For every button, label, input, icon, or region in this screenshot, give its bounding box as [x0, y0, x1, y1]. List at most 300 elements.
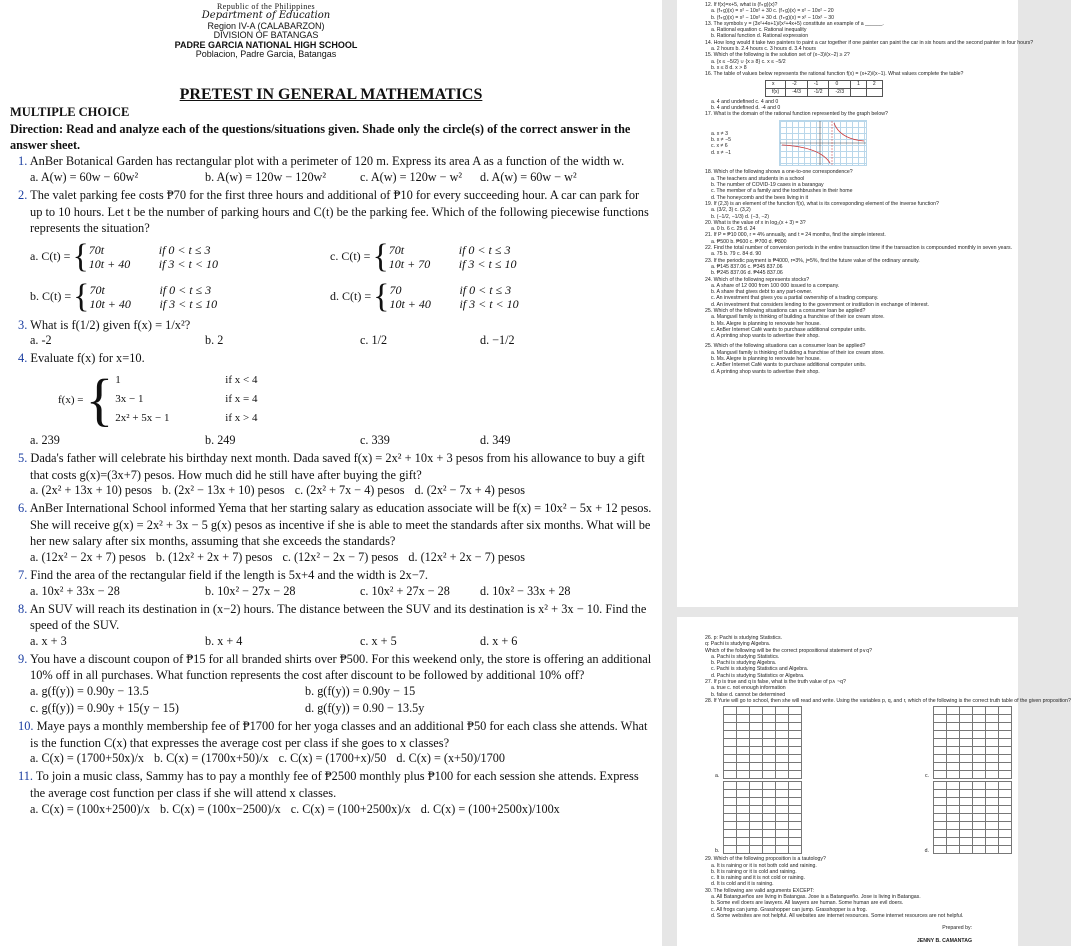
- truth-cell: [724, 798, 737, 806]
- option-b: b. 249: [205, 432, 236, 447]
- truth-row: [724, 838, 802, 846]
- graph-options: [705, 131, 755, 156]
- truth-cell: [776, 830, 789, 838]
- truth-cell: [947, 755, 960, 763]
- piecewise-cell: 70: [389, 282, 402, 297]
- truth-cell: [934, 771, 947, 779]
- truth-cell: [789, 782, 802, 790]
- truth-cell: [763, 782, 776, 790]
- option-b: b. x + 4: [205, 633, 243, 648]
- truth-cell: [999, 846, 1012, 854]
- truth-cell: [947, 790, 960, 798]
- brace-glyph: {: [85, 366, 114, 432]
- truth-row: [934, 755, 1012, 763]
- option-a: a. 239: [30, 432, 60, 447]
- truth-row: [724, 798, 802, 806]
- values-table-cell: 0: [829, 80, 851, 88]
- function-cell: 1: [115, 374, 121, 387]
- truth-cell: [934, 747, 947, 755]
- truth-cell: [789, 838, 802, 846]
- truth-cell: [763, 814, 776, 822]
- exam-page-right-bottom: [677, 617, 1071, 946]
- truth-cell: [750, 822, 763, 830]
- question-11: [10, 768, 654, 801]
- truth-cell: [737, 822, 750, 830]
- question-text: The valet parking fee costs ₱70 for the first three hours and additional of ₱10 for every succeeding hour. A car can park for up to 10 hours. Let t be the number of parking hours and C(t) be the parking fee. Which of the following piecewise functions represents the situation?: [30, 187, 649, 236]
- item-line: 29. Which of the following proposition is a tautology?: [705, 856, 826, 863]
- piecewise-cell: if 0 < t ≤ 3: [458, 242, 511, 257]
- option-d: d. A(w) = 60w − w²: [480, 169, 577, 184]
- truth-row: [724, 822, 802, 830]
- item-line: b. Ms. Alegre is planning to renovate her house.: [711, 320, 821, 327]
- truth-cell: [724, 739, 737, 747]
- truth-cell: [763, 747, 776, 755]
- truth-cell: [750, 806, 763, 814]
- truth-cell: [724, 782, 737, 790]
- values-table-cell: 1: [851, 80, 867, 88]
- graph-item: [705, 117, 1012, 169]
- function-cell: if x < 4: [225, 374, 258, 387]
- truth-cell: [934, 731, 947, 739]
- options-row: [30, 550, 662, 567]
- truth-row: [934, 763, 1012, 771]
- truth-cell: [973, 822, 986, 830]
- truth-cell: [986, 790, 999, 798]
- truth-cell: [947, 782, 960, 790]
- piecewise-row: [30, 237, 662, 277]
- option-a: a. C(x) = (1700+50x)/x: [30, 751, 144, 766]
- truth-cell: [763, 755, 776, 763]
- truth-cell: [789, 755, 802, 763]
- piecewise-cell: if 3 < t ≤ 10: [159, 296, 218, 311]
- truth-cell: [776, 739, 789, 747]
- truth-cell: [934, 739, 947, 747]
- truth-cell: [724, 707, 737, 715]
- truth-cell: [763, 771, 776, 779]
- truth-cell: [750, 739, 763, 747]
- truth-row: [724, 814, 802, 822]
- option-c: c. x + 5: [360, 633, 397, 648]
- truth-cell: [776, 715, 789, 723]
- option-d: d. C(x) = (100+2500x)/100x: [420, 801, 560, 816]
- options-row: [30, 433, 662, 450]
- truth-cell: [960, 755, 973, 763]
- question-text: You have a discount coupon of ₱15 for all branded shirts over ₱500. For this weekend only, the store is offering an additional 10% off in all purchases. What function represents the cost after discount to be followed by additional 10% off?: [29, 651, 652, 683]
- option-b: b. 10x² − 27x − 28: [205, 583, 296, 598]
- values-table-cell: -2: [786, 80, 808, 88]
- option-a: a. A(w) = 60w − 60w²: [30, 169, 139, 184]
- piecewise-body: [389, 243, 569, 271]
- truth-cell: [776, 723, 789, 731]
- truth-cell: [724, 771, 737, 779]
- option-c: c. A(w) = 120w − w²: [360, 169, 463, 184]
- item-line: a. A share of 12 000 from 100 000 issued to a company.: [711, 282, 840, 289]
- question-2: [10, 187, 654, 237]
- division-label: DIVISION OF BATANGAS: [213, 30, 319, 41]
- school-address: Poblacion, Padre Garcia, Batangas: [195, 49, 337, 60]
- truth-cell: [750, 747, 763, 755]
- truth-cell: [999, 838, 1012, 846]
- graph-option: d. x ≠ −1: [711, 149, 732, 156]
- truth-cell: [934, 798, 947, 806]
- question-number: 2.: [18, 187, 31, 202]
- truth-cell: [737, 790, 750, 798]
- truth-cell: [750, 798, 763, 806]
- page-title: PRETEST IN GENERAL MATHEMATICS: [179, 85, 483, 103]
- truth-table-option: [715, 706, 802, 779]
- question-1: [10, 153, 654, 170]
- option-label: d. C(t) =: [330, 289, 372, 304]
- item-line: b. 4 and undefined d. -4 and 0: [711, 104, 781, 111]
- truth-cell: [737, 771, 750, 779]
- truth-cell: [724, 806, 737, 814]
- piecewise-body: [89, 283, 269, 311]
- truth-cell: [776, 771, 789, 779]
- question-number: 10.: [18, 719, 37, 734]
- option-d: d. −1/2: [480, 333, 515, 348]
- truth-cell: [776, 763, 789, 771]
- question-7: [10, 567, 654, 584]
- republic-label: Republic of the Philippines: [216, 2, 316, 11]
- options-row: [30, 333, 662, 350]
- truth-row: [934, 782, 1012, 790]
- question-text: What is f(1/2) given f(x) = 1/x²?: [30, 317, 191, 332]
- question-number: 4.: [18, 351, 31, 366]
- piecewise-cell: 70t: [89, 282, 105, 297]
- truth-cell: [763, 846, 776, 854]
- truth-cell: [934, 715, 947, 723]
- option-d: d. (2x² − 7x + 4) pesos: [414, 483, 525, 498]
- right-top-content: [677, 0, 1034, 375]
- item-line: b. (f∘g)(x) = x² − 10x² + 30 d. (f∘g)(x) = x² − 10x² − 30: [711, 14, 834, 21]
- item-line: a. Pachi is studying Statistics.: [711, 653, 780, 660]
- item-line: a. (f∘g)(x) = x² − 10x² + 30 c. (f∘g)(x) = x² − 10x² − 20: [711, 8, 834, 15]
- truth-cell: [934, 830, 947, 838]
- piecewise-cell: if 0 < t ≤ 3: [459, 282, 512, 297]
- options-row: [30, 701, 662, 718]
- option-c: c. g(f(y)) = 0.90y + 15(y − 15): [30, 701, 179, 716]
- item-line: b. Ms. Alegre is planning to renovate her house.: [711, 356, 821, 363]
- truth-cell: [973, 830, 986, 838]
- truth-cell: [960, 707, 973, 715]
- truth-cell: [973, 739, 986, 747]
- truth-cell: [750, 790, 763, 798]
- truth-cell: [724, 731, 737, 739]
- truth-cell: [724, 755, 737, 763]
- option-d: d. 10x² − 33x + 28: [480, 583, 571, 598]
- truth-row: [724, 830, 802, 838]
- truth-cell: [999, 814, 1012, 822]
- truth-cell: [986, 830, 999, 838]
- item-line: b. ₱245 837.06 d. ₱445 837.06: [711, 270, 783, 277]
- truth-cell: [973, 723, 986, 731]
- truth-cell: [737, 798, 750, 806]
- truth-cell: [763, 822, 776, 830]
- option-a: a. g(f(y)) = 0.90y − 13.5: [30, 684, 149, 699]
- item-line: b. Rational function d. Rational expression: [711, 33, 809, 40]
- truth-cell: [986, 782, 999, 790]
- truth-row: [724, 846, 802, 854]
- truth-cell: [763, 707, 776, 715]
- values-table-row: [766, 80, 883, 88]
- truth-cell: [986, 838, 999, 846]
- truth-row: [934, 798, 1012, 806]
- truth-cell: [999, 739, 1012, 747]
- item-line: a. 0 b. 6 c. 25 d. 24: [711, 226, 756, 233]
- item-line: b. A share that gives debt to any part-owner.: [711, 289, 813, 296]
- truth-row: [934, 723, 1012, 731]
- item-line: 12. If f(x)=x+5, what is (f∘g)(x)?: [705, 2, 778, 8]
- function-cell: if x > 4: [225, 412, 258, 425]
- piecewise-cell: 10t + 70: [388, 256, 431, 271]
- item-line: a. It is raining or it is not both cold and raining.: [711, 862, 817, 869]
- item-line: a. Manguvil family is thinking of building a franchise of their ice cream store.: [711, 349, 885, 356]
- truth-cell: [986, 723, 999, 731]
- truth-cell: [763, 806, 776, 814]
- options-row: [30, 584, 662, 601]
- option-c: c. 1/2: [360, 333, 388, 348]
- truth-cell: [960, 790, 973, 798]
- piecewise-cell: if 3 < t < 10: [459, 296, 519, 311]
- truth-cell: [737, 723, 750, 731]
- question-text: Maye pays a monthly membership fee of ₱1700 for her yoga classes and an additional ₱50 for each class she attends. What is the function C(x) that expresses the average cost per class if she goes to x classes?: [30, 719, 648, 750]
- truth-table-row: [715, 781, 1012, 854]
- truth-cell: [737, 782, 750, 790]
- item-line: d. The honeycomb and the bees living in it: [711, 194, 809, 201]
- truth-cell: [737, 715, 750, 723]
- truth-cell: [947, 806, 960, 814]
- truth-cell: [724, 723, 737, 731]
- curve-left: [782, 145, 830, 163]
- truth-row: [934, 830, 1012, 838]
- brace-glyph: {: [372, 237, 389, 275]
- question-number: 3.: [18, 317, 31, 332]
- item-line: a. (3/2, 3) c. (3,2): [711, 207, 751, 214]
- option-b: b. g(f(y)) = 0.90y − 15: [305, 684, 416, 699]
- signatory-name: JENNY B. CAMANTAG: [916, 937, 972, 944]
- truth-cell: [986, 715, 999, 723]
- truth-cell: [960, 838, 973, 846]
- item-line: 18. Which of the following shows a one-to-one correspondence?: [705, 169, 853, 176]
- option-b: b. C(x) = (1700x+50)/x: [153, 751, 269, 766]
- item-line: 20. What is the value of x in log₂(x + 3) = 3?: [705, 219, 806, 226]
- truth-row: [724, 739, 802, 747]
- item-line: d. A printing shop wants to advertise their shop.: [711, 368, 820, 375]
- truth-cell: [789, 846, 802, 854]
- item-line: a. {x ≤ −5/2} ∪ {x ≥ 8} c. x ≤ −5/2: [711, 58, 786, 65]
- question-number: 11.: [18, 769, 36, 784]
- brace-glyph: {: [72, 237, 89, 275]
- truth-cell: [789, 723, 802, 731]
- truth-option-label: c.: [924, 772, 929, 779]
- option-d: d. 349: [480, 432, 511, 447]
- truth-cell: [763, 715, 776, 723]
- truth-row: [724, 763, 802, 771]
- question-text: To join a music class, Sammy has to pay a monthly fee of ₱2500 monthly plus ₱100 for each session she attends. Express the average cost function per class if she will attend x classes.: [30, 769, 639, 800]
- truth-cell: [724, 763, 737, 771]
- truth-row: [934, 739, 1012, 747]
- piecewise-cell: if 3 < t < 10: [158, 256, 218, 271]
- truth-cell: [750, 771, 763, 779]
- question-number: 7.: [18, 568, 31, 583]
- truth-cell: [934, 790, 947, 798]
- truth-cell: [750, 838, 763, 846]
- truth-cell: [737, 755, 750, 763]
- exam-page-right-top: [677, 0, 1034, 607]
- values-table-cell: -1: [807, 80, 829, 88]
- truth-cell: [986, 731, 999, 739]
- truth-cell: [986, 798, 999, 806]
- truth-row: [724, 731, 802, 739]
- section-heading: MULTIPLE CHOICE: [10, 104, 130, 119]
- truth-cell: [789, 790, 802, 798]
- values-table-cell: -2/3: [829, 88, 851, 96]
- truth-cell: [789, 822, 802, 830]
- truth-option-label: b.: [715, 847, 720, 854]
- options-row: [30, 802, 662, 819]
- truth-row: [934, 806, 1012, 814]
- option-c: c. C(x) = (100+2500x)/x: [290, 801, 411, 816]
- truth-cell: [776, 731, 789, 739]
- question-text: AnBer Botanical Garden has rectangular plot with a perimeter of 120 m. Express its area A as a function of the width w.: [29, 154, 625, 169]
- truth-cell: [973, 798, 986, 806]
- item-line: 13. The symbols y = (3x²+4x+1)/(x²+4x+5) constitute an example of a ______.: [705, 20, 884, 27]
- item-line: q: Pachi is studying Algebra.: [705, 641, 771, 648]
- item-line: b. false d. cannot be determined: [711, 691, 786, 698]
- question-text: Evaluate f(x) for x=10.: [30, 351, 145, 366]
- truth-cell: [973, 771, 986, 779]
- truth-row: [724, 755, 802, 763]
- values-table-row: [766, 88, 883, 96]
- letterhead: [0, 0, 662, 60]
- truth-cell: [776, 755, 789, 763]
- truth-cell: [750, 846, 763, 854]
- truth-row: [724, 747, 802, 755]
- truth-cell: [947, 814, 960, 822]
- truth-cell: [947, 731, 960, 739]
- truth-row: [724, 806, 802, 814]
- option-c: c. 10x² + 27x − 28: [360, 583, 450, 598]
- truth-cell: [999, 771, 1012, 779]
- truth-cell: [789, 830, 802, 838]
- piecewise-cell: 10t + 40: [88, 256, 131, 271]
- truth-cell: [947, 707, 960, 715]
- truth-table: [723, 706, 802, 779]
- truth-cell: [763, 763, 776, 771]
- truth-cell: [986, 771, 999, 779]
- truth-cell: [737, 747, 750, 755]
- item-line: d. An investment that considers lending to the government or institution in exchange of interest.: [711, 301, 930, 308]
- item-line: 21. If P = ₱10 000, r = 4% annually, and t = 24 months, find the simple interest.: [705, 232, 886, 239]
- truth-cell: [986, 707, 999, 715]
- truth-cell: [763, 739, 776, 747]
- truth-row: [724, 715, 802, 723]
- item-line: b. (−1/2, −1/3) d. (−3, −2): [711, 213, 769, 220]
- item-line: b. x ≤ 8 d. x > 8: [711, 64, 747, 71]
- department-label: Department of Education: [201, 10, 331, 22]
- truth-cell: [737, 739, 750, 747]
- item-line: a. ₱500 b. ₱600 c. ₱700 d. ₱800: [711, 238, 787, 245]
- truth-cell: [934, 763, 947, 771]
- truth-cell: [724, 790, 737, 798]
- function-body: [115, 371, 315, 428]
- truth-cell: [789, 715, 802, 723]
- truth-cell: [986, 739, 999, 747]
- options-row: [30, 634, 662, 651]
- graph-curve-svg: [780, 121, 866, 165]
- piecewise-cell: 10t + 40: [89, 296, 131, 311]
- item-line: 24. Which of the following represents stocks?: [705, 276, 810, 283]
- truth-cell: [750, 723, 763, 731]
- truth-cell: [750, 731, 763, 739]
- truth-cell: [986, 846, 999, 854]
- question-10: [10, 718, 654, 751]
- option-label: c. C(t) =: [330, 249, 371, 264]
- truth-row: [934, 790, 1012, 798]
- item-line: 25. Which of the following situations can a consumer loan be applied?: [705, 307, 866, 314]
- truth-cell: [934, 782, 947, 790]
- function-definition: [58, 366, 662, 432]
- item-line: c. An investment that gives you a partial ownership of a trading company.: [711, 295, 879, 302]
- option-c: c. C(x) = (1700+x)/50: [278, 751, 387, 766]
- item-line: a. The teachers and students in a school: [711, 175, 805, 182]
- piecewise-body: [89, 243, 269, 271]
- truth-cell: [750, 755, 763, 763]
- item-line: 19. If (2,3) is an element of the function f(x), what is its corresponding element of the inverse function?: [705, 200, 939, 207]
- item-line: b. It is raining or it is cold and raining.: [711, 868, 797, 875]
- truth-cell: [737, 838, 750, 846]
- truth-cell: [737, 731, 750, 739]
- graph-option: a. x ≠ 3: [711, 130, 728, 137]
- item-line: 23. If the periodic payment is ₱4000, r=3%, j=5%, find the future value of the ordinary annuity.: [705, 257, 920, 264]
- region-label: Region IV-A (CALABARZON): [207, 20, 325, 31]
- option-a: a. x + 3: [30, 633, 67, 648]
- truth-cell: [960, 723, 973, 731]
- graph-option: b. x ≠ −5: [711, 137, 732, 144]
- option-a: a. -2: [30, 333, 52, 348]
- option-a: a. C(x) = (100x+2500)/x: [30, 801, 151, 816]
- truth-cell: [934, 755, 947, 763]
- option-a: a. 10x² + 33x − 28: [30, 583, 120, 598]
- truth-cell: [934, 723, 947, 731]
- truth-cell: [934, 822, 947, 830]
- truth-table: [933, 706, 1012, 779]
- truth-table-option: [925, 781, 1012, 854]
- truth-cell: [737, 707, 750, 715]
- truth-cell: [763, 731, 776, 739]
- item-line: 25. Which of the following situations can a consumer loan be applied?: [705, 343, 866, 350]
- truth-cell: [973, 838, 986, 846]
- truth-cell: [973, 790, 986, 798]
- option-d: d. g(f(y)) = 0.90 − 13.5y: [305, 701, 425, 716]
- truth-row: [934, 731, 1012, 739]
- item-line: a. true c. not enough information: [711, 685, 786, 692]
- truth-cell: [934, 846, 947, 854]
- item-line: b. Some evil doers are lawyers. All lawyers are human. Some human are evil doers.: [711, 900, 904, 907]
- truth-row: [934, 771, 1012, 779]
- option-b: b. C(x) = (100x−2500)/x: [160, 801, 281, 816]
- item-line: a. Rational equation c. Rational inequality: [711, 27, 807, 34]
- item-line: c. Pachi is studying Statistics and Algebra.: [711, 666, 809, 673]
- truth-cell: [999, 747, 1012, 755]
- truth-row: [934, 747, 1012, 755]
- truth-cell: [973, 755, 986, 763]
- truth-cell: [947, 830, 960, 838]
- truth-cell: [776, 790, 789, 798]
- truth-cell: [999, 822, 1012, 830]
- truth-cell: [999, 830, 1012, 838]
- truth-cell: [763, 790, 776, 798]
